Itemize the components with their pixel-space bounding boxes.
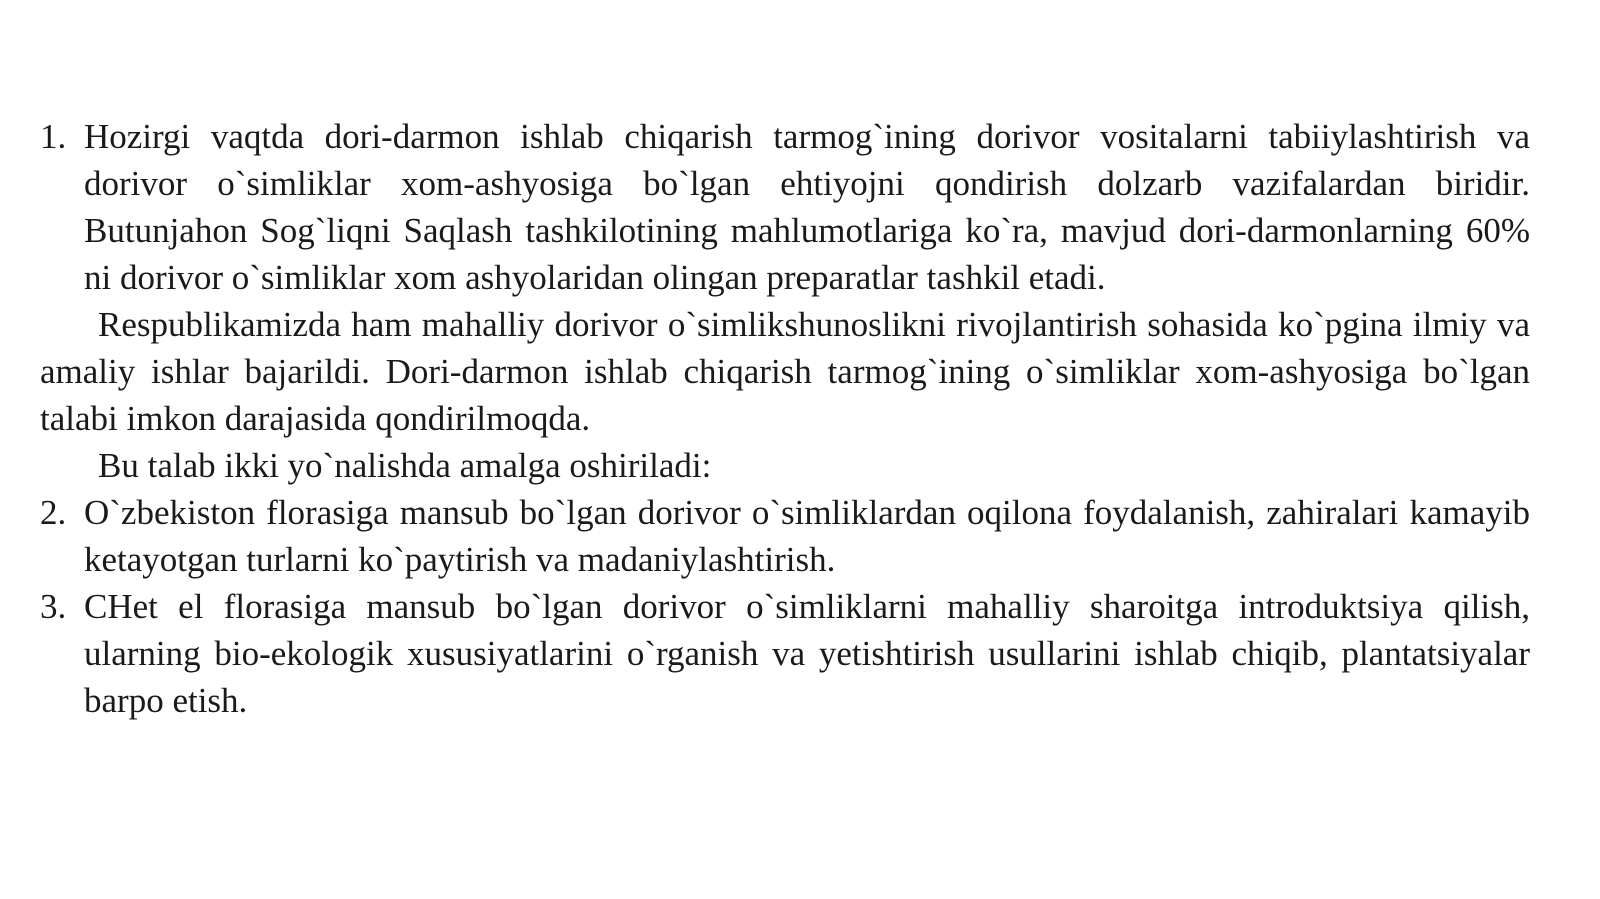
- list-text-3: CHet el florasiga mansub bo`lgan dorivor o`simliklarni mahalliy sharoitga introduktsiya qilish, ularning bio-ekologik xususiyatlarini o`rganish va yetishtirish usullarini ishlab chiqib, plantatsiyalar barpo etish.: [84, 587, 1530, 720]
- list-text-2: O`zbekiston florasiga mansub bo`lgan dorivor o`simliklardan oqilona foydalanish, zahiralari kamayib ketayotgan turlarni ko`paytirish va madaniylashtirish.: [84, 493, 1530, 579]
- list-text-1: Hozirgi vaqtda dori-darmon ishlab chiqarish tarmog`ining dorivor vositalarni tabiiylashtirish va dorivor o`simliklar xom-ashyosiga bo`lgan ehtiyojni qondirish dolzarb vazifalardan biridir. Butunjahon Sog`liqni Saqlash tashkilotining mahlumotlariga ko`ra, mavjud dori-darmonlarning 60% ni dorivor o`simliklar xom ashyolaridan olingan preparatlar tashkil etadi.: [84, 117, 1530, 297]
- list-number-1: 1.: [40, 117, 67, 156]
- paragraph-directions: Bu talab ikki yo`nalishda amalga oshiriladi:: [98, 446, 712, 485]
- list-item-1: [40, 113, 1530, 301]
- slide-body: [40, 113, 1530, 724]
- list-number-2: 2.: [40, 493, 67, 532]
- list-number-3: 3.: [40, 587, 67, 626]
- list-item-3: [40, 583, 1530, 724]
- paragraph-republic: Respublikamizda ham mahalliy dorivor o`simlikshunoslikni rivojlantirish sohasida ko`pgina ilmiy va amaliy ishlar bajarildi. Dori-darmon ishlab chiqarish tarmog`ining o`simliklar xom-ashyosiga bo`lgan talabi imkon darajasida qondirilmoqda.: [40, 305, 1530, 438]
- list-item-2: [40, 489, 1530, 583]
